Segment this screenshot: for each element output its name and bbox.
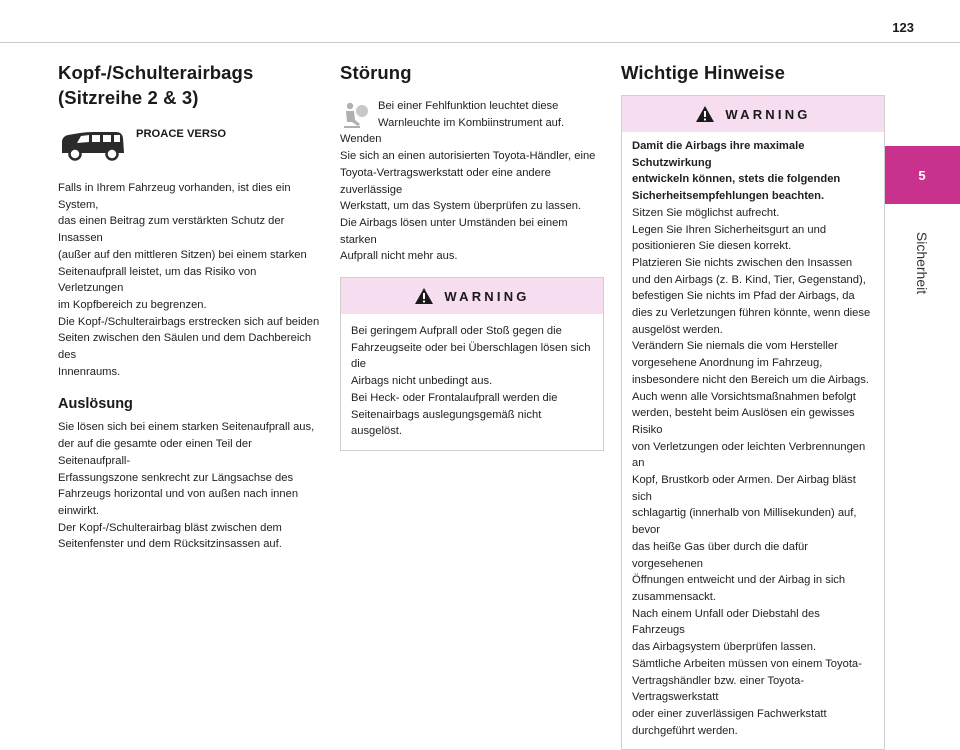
chapter-number: 5 <box>918 167 926 183</box>
text-line: befestigen Sie nichts im Pfad der Airbags, da <box>632 290 855 303</box>
text-line: das heiße Gas über durch die dafür vorgesehenen <box>632 540 808 570</box>
text-line: Sitzen Sie möglichst aufrecht. <box>632 206 780 219</box>
text-line: Die Airbags lösen unter Umständen bei einem starken <box>340 216 568 246</box>
text-line: Aufprall nicht mehr aus. <box>340 250 458 263</box>
text-line-bold: entwickeln können, stets die folgenden <box>632 173 841 186</box>
text-line: Legen Sie Ihren Sicherheitsgurt an und <box>632 223 827 236</box>
text-line: Auch wenn alle Vorsichtsmaßnahmen befolgt <box>632 390 856 403</box>
text-line: Verändern Sie niemals die vom Hersteller <box>632 340 838 353</box>
text-line: das einen Beitrag zum verstärkten Schutz der Insassen <box>58 215 285 245</box>
text-line: Der Kopf-/Schulterairbag bläst zwischen dem <box>58 521 282 534</box>
warning-title: WARNING <box>444 288 530 304</box>
chapter-label <box>884 208 960 318</box>
text-line: das Airbagsystem überprüfen lassen. <box>632 641 817 654</box>
text-line: Vertragshändler bzw. einer Toyota-Vertragswerkstatt <box>632 674 805 704</box>
header-rule <box>0 42 960 43</box>
fault-paragraph <box>340 98 604 265</box>
column-head-airbags <box>58 60 324 553</box>
text-line: Fahrzeugs horizontal und von außen nach innen <box>58 488 299 501</box>
text-line: werden, besteht beim Auslösen ein gewisses Risiko <box>632 407 855 436</box>
subsection-title-deployment: Auslösung <box>58 396 133 413</box>
text-line: Warnleuchte im Kombiinstrument auf. Wenden <box>340 116 565 146</box>
warning-title: WARNING <box>725 106 811 122</box>
title-line-2: (Sitzreihe 2 & 3) <box>58 87 199 108</box>
text-line: (außer auf den mittleren Sitzen) bei einem starken <box>58 248 307 261</box>
text-line: Die Kopf-/Schulterairbags erstrecken sich auf beiden <box>58 315 320 328</box>
text-line: Fahrzeugseite oder bei Überschlagen lösen sich die <box>351 341 591 371</box>
column-important-notes <box>621 60 885 750</box>
text-line: durchgeführt werden. <box>632 724 738 737</box>
text-line: Innenraums. <box>58 365 121 378</box>
text-line: vorgesehene Anordnung im Fahrzeug, <box>632 357 823 370</box>
text-line: oder einer zuverlässigen Fachwerkstatt <box>632 707 827 720</box>
text-line: der auf die gesamte oder einen Teil der Seitenaufprall- <box>58 438 252 467</box>
intro-paragraph <box>58 180 324 380</box>
warning-body <box>341 314 603 450</box>
text-line: Öffnungen entweicht und der Airbag in sich <box>632 574 846 587</box>
text-line: Bei einer Fehlfunktion leuchtet diese <box>378 100 559 112</box>
airbag-warning-lamp-icon <box>340 100 370 130</box>
chapter-label-text: Sicherheit <box>913 231 930 295</box>
text-line: Seitenairbags auslegungsgemäß nicht ausgelöst. <box>351 408 542 438</box>
warning-triangle-icon <box>414 287 434 305</box>
text-line: Nach einem Unfall oder Diebstahl des Fahrzeugs <box>632 607 820 637</box>
warning-box-notes <box>621 95 885 750</box>
model-applicability <box>58 126 324 164</box>
text-line: Airbags nicht unbedingt aus. <box>351 375 493 388</box>
text-line: und den Airbags (z. B. Kind, Tier, Gegenstand), <box>632 273 866 286</box>
warning-triangle-icon <box>695 105 715 123</box>
text-line: zusammensackt. <box>632 590 716 603</box>
text-line-bold: Sicherheitsempfehlungen beachten. <box>632 190 825 203</box>
deployment-paragraph <box>58 419 324 553</box>
warning-box-fault <box>340 277 604 451</box>
page-number: 123 <box>892 20 914 35</box>
text-line: im Kopfbereich zu begrenzen. <box>58 298 207 311</box>
text-line: Seitenfenster und dem Rücksitzinsassen auf. <box>58 538 282 551</box>
text-line: von Verletzungen oder leichten Verbrennungen an <box>632 440 866 470</box>
chapter-tab[interactable] <box>884 146 960 204</box>
text-line: Werkstatt, um das System überprüfen zu lassen. <box>340 200 582 213</box>
text-line: Seitenaufprall leistet, um das Risiko von Verletzungen <box>58 265 257 295</box>
text-line: Seiten zwischen den Säulen und dem Dachbereich des <box>58 332 312 362</box>
text-line: Platzieren Sie nichts zwischen den Insassen <box>632 256 853 269</box>
warning-header <box>341 278 603 314</box>
warning-body <box>622 132 884 749</box>
text-line: Sie lösen sich bei einem starken Seitenaufprall aus, <box>58 421 315 434</box>
section-title-fault: Störung <box>340 62 412 83</box>
text-line: schlagartig (innerhalb von Millisekunden) auf, bevor <box>632 507 857 537</box>
van-icon <box>58 126 128 164</box>
text-line: Falls in Ihrem Fahrzeug vorhanden, ist dies ein System, <box>58 182 291 211</box>
text-line: Toyota-Vertragswerkstatt oder eine andere zuverlässige <box>340 166 551 196</box>
text-line: insbesondere nicht den Bereich um die Airbags. <box>632 373 869 386</box>
warning-header <box>622 96 884 132</box>
text-line-bold: Damit die Airbags ihre maximale Schutzwirkung <box>632 140 805 169</box>
model-label: PROACE VERSO <box>136 128 227 140</box>
text-line: Kopf, Brustkorb oder Armen. Der Airbag bläst sich <box>632 474 856 503</box>
text-line: dies zu Verletzungen führen könnte, wenn diese <box>632 307 871 320</box>
text-line: Bei Heck- oder Frontalaufprall werden die <box>351 391 558 404</box>
text-line: Bei geringem Aufprall oder Stoß gegen die <box>351 325 562 338</box>
text-line: Erfassungszone senkrecht zur Längsachse des <box>58 471 294 484</box>
section-title-head-airbags <box>58 60 324 110</box>
text-line: Sämtliche Arbeiten müssen von einem Toyota- <box>632 657 862 670</box>
text-line: ausgelöst werden. <box>632 323 723 336</box>
text-line: Sie sich an einen autorisierten Toyota-Händler, eine <box>340 150 596 163</box>
text-line: positionieren Sie diesen korrekt. <box>632 240 792 253</box>
title-line-1: Kopf-/Schulterairbags <box>58 62 254 83</box>
section-title-important-notes: Wichtige Hinweise <box>621 62 785 83</box>
text-line: einwirkt. <box>58 504 100 517</box>
column-fault <box>340 60 604 451</box>
